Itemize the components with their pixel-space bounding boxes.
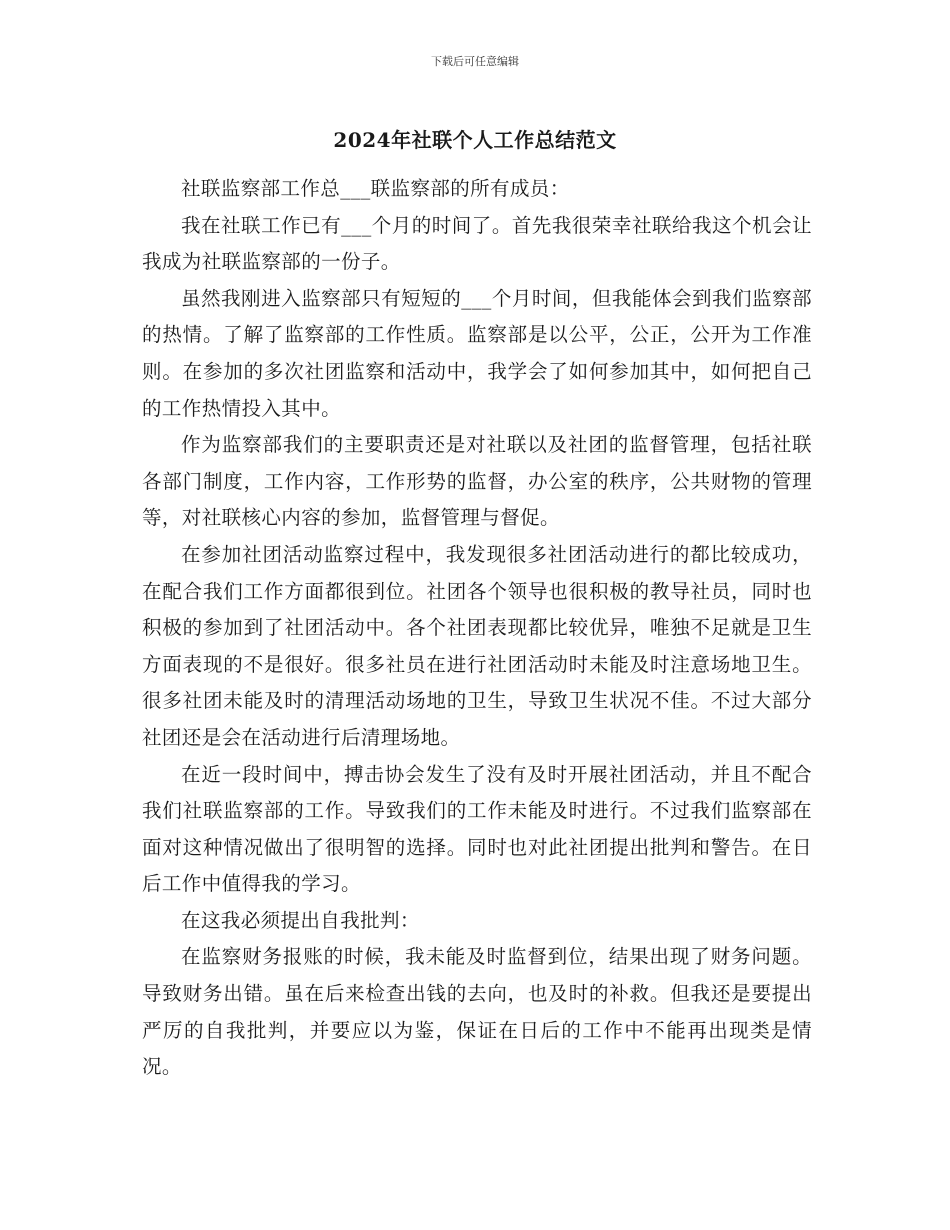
paragraph: 我在社联工作已有___个月的时间了。首先我很荣幸社联给我这个机会让我成为社联监察部的一份子。 bbox=[142, 213, 812, 274]
paragraph: 在近一段时间中，搏击协会发生了没有及时开展社团活动，并且不配合我们社联监察部的工作。导致我们的工作未能及时进行。不过我们监察部在面对这种情况做出了很明智的选择。同时也对此社团提出批判和警告。在日后工作中值得我的学习。 bbox=[142, 762, 812, 896]
paragraph: 在参加社团活动监察过程中，我发现很多社团活动进行的都比较成功，在配合我们工作方面都很到位。社团各个领导也很积极的教导社员，同时也积极的参加到了社团活动中。各个社团表现都比较优异，唯独不足就是卫生方面表现的不是很好。很多社员在进行社团活动时未能及时注意场地卫生。很多社团未能及时的清理活动场地的卫生，导致卫生状况不佳。不过大部分社团还是会在活动进行后清理场地。 bbox=[142, 542, 812, 749]
document-body bbox=[142, 171, 812, 1086]
document-title: 2024年社联个人工作总结范文 bbox=[333, 128, 617, 152]
paragraph: 虽然我刚进入监察部只有短短的___个月时间，但我能体会到我们监察部的热情。了解了监察部的工作性质。监察部是以公平，公正，公开为工作准则。在参加的多次社团监察和活动中，我学会了如何参加其中，如何把自己的工作热情投入其中。 bbox=[142, 286, 812, 420]
paragraph: 社联监察部工作总___联监察部的所有成员： bbox=[181, 177, 570, 200]
paragraph: 在这我必须提出自我批判： bbox=[181, 908, 420, 932]
paragraph: 作为监察部我们的主要职责还是对社联以及社团的监督管理，包括社联各部门制度，工作内容，工作形势的监督，办公室的秩序，公共财物的管理等，对社联核心内容的参加，监督管理与督促。 bbox=[142, 433, 812, 530]
paragraph: 在监察财务报账的时候，我未能及时监督到位，结果出现了财务问题。导致财务出错。虽在后来检查出钱的去向，也及时的补救。但我还是要提出严厉的自我批判，并要应以为鉴，保证在日后的工作中不能再出现类是情况。 bbox=[142, 945, 812, 1079]
header-note: 下载后可任意编辑 bbox=[431, 55, 519, 68]
